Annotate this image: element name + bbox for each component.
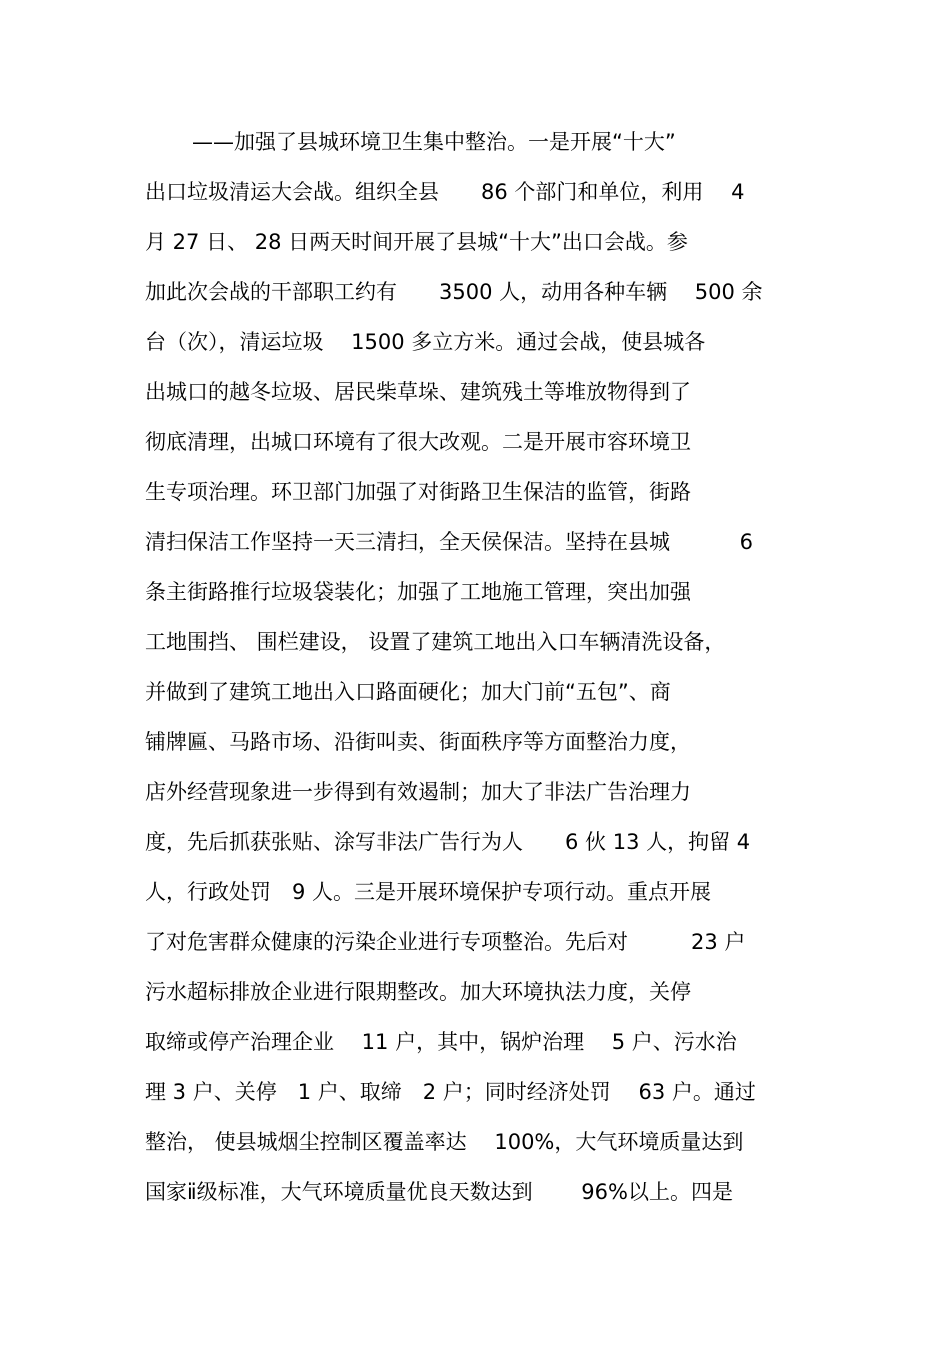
paragraph-line-2: 出口垃圾清运大会战。组织全县 86 个部门和单位，利用 4 xyxy=(145,180,745,204)
paragraph-line-9: 清扫保洁工作坚持一天三清扫，全天侯保洁。坚持在县城 6 xyxy=(145,530,754,554)
paragraph-line-8: 生专项治理。环卫部门加强了对街路卫生保洁的监管，街路 xyxy=(145,480,691,504)
paragraph-line-15: 度，先后抓获张贴、涂写非法广告行为人 6 伙 13 人，拘留 4 xyxy=(145,830,751,854)
paragraph-line-22: 国家ⅱ级标准，大气环境质量优良天数达到 96%以上。四是 xyxy=(145,1180,733,1204)
paragraph-line-10: 条主街路推行垃圾袋装化；加强了工地施工管理，突出加强 xyxy=(145,580,691,604)
paragraph-line-1: ——加强了县城环境卫生集中整治。一是开展“十大” xyxy=(192,130,676,154)
paragraph-line-20: 理 3 户、关停 1 户、取缔 2 户；同时经济处罚 63 户。通过 xyxy=(145,1080,756,1104)
paragraph-line-11: 工地围挡、 围栏建设， 设置了建筑工地出入口车辆清洗设备， xyxy=(145,630,726,654)
paragraph-line-17: 了对危害群众健康的污染企业进行专项整治。先后对 23 户 xyxy=(145,930,746,954)
paragraph-line-21: 整治， 使县城烟尘控制区覆盖率达 100%，大气环境质量达到 xyxy=(145,1130,744,1154)
paragraph-line-14: 店外经营现象进一步得到有效遏制；加大了非法广告治理力 xyxy=(145,780,691,804)
paragraph-line-19: 取缔或停产治理企业 11 户，其中，锅炉治理 5 户、污水治 xyxy=(145,1030,737,1054)
paragraph-line-7: 彻底清理，出城口环境有了很大改观。二是开展市容环境卫 xyxy=(145,430,691,454)
paragraph-line-5: 台（次），清运垃圾 1500 多立方米。通过会战，使县城各 xyxy=(145,330,706,354)
paragraph-line-6: 出城口的越冬垃圾、居民柴草垛、建筑残土等堆放物得到了 xyxy=(145,380,691,404)
paragraph-line-16: 人，行政处罚 9 人。三是开展环境保护专项行动。重点开展 xyxy=(145,880,712,904)
paragraph-line-3: 月 27 日、 28 日两天时间开展了县城“十大”出口会战。参 xyxy=(145,230,688,254)
paragraph-line-4: 加此次会战的干部职工约有 3500 人，动用各种车辆 500 余 xyxy=(145,280,763,304)
paragraph-line-13: 铺牌匾、马路市场、沿街叫卖、街面秩序等方面整治力度， xyxy=(145,730,691,754)
paragraph-line-18: 污水超标排放企业进行限期整改。加大环境执法力度，关停 xyxy=(145,980,691,1004)
paragraph-line-12: 并做到了建筑工地出入口路面硬化；加大门前“五包”、商 xyxy=(145,680,671,704)
